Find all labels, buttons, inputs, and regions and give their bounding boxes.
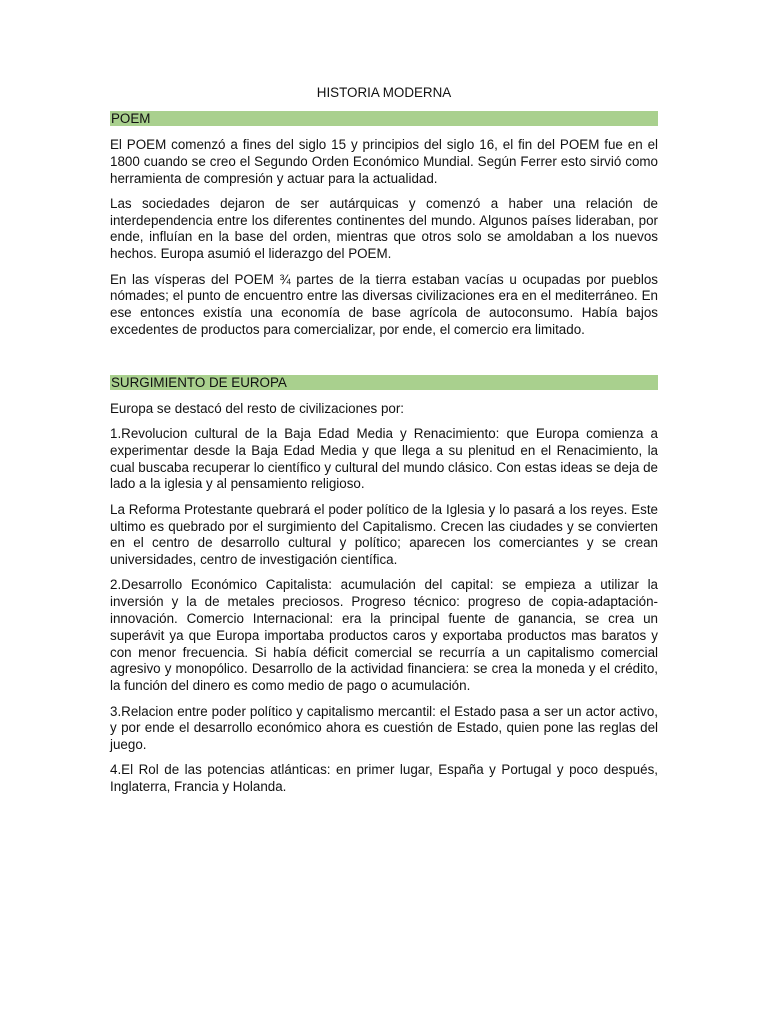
paragraph: La Reforma Protestante quebrará el poder político de la Iglesia y lo pasará a los reyes. Este ultimo es quebrado por el surgimiento del Capitalismo. Crecen las ciudades y se convierten en el centro de desarrollo cultural y político; aparecen los comerciantes y se crean universidades, centro de investigación científica. bbox=[110, 501, 658, 568]
paragraph: 4.El Rol de las potencias atlánticas: en primer lugar, España y Portugal y poco después, Inglaterra, Francia y Holanda. bbox=[110, 762, 658, 795]
section-spacer bbox=[110, 339, 658, 375]
section-surgimiento-de-europa bbox=[110, 375, 658, 796]
section-heading-poem: POEM bbox=[110, 111, 658, 126]
section-heading-surgimiento: SURGIMIENTO DE EUROPA bbox=[110, 375, 658, 390]
paragraph: Europa se destacó del resto de civilizaciones por: bbox=[110, 400, 405, 416]
document-title: HISTORIA MODERNA bbox=[316, 85, 452, 100]
paragraph: Las sociedades dejaron de ser autárquicas y comenzó a haber una relación de interdependencia entre los diferentes continentes del mundo. Algunos países lideraban, por ende, influían en la base del orden, mientras que otros solo se amoldaban a los nuevos hechos. Europa asumió el liderazgo del POEM. bbox=[110, 195, 658, 262]
paragraph: 2.Desarrollo Económico Capitalista: acumulación del capital: se empieza a utilizar la inversión y la de metales preciosos. Progreso técnico: progreso de copia-adaptación-innovación. Comercio Internacional: era la principal fuente de ganancia, se crea un superávit ya que Europa importaba productos caros y exportaba productos mas baratos y con menor frecuencia. Si había déficit comercial se recurría a un capitalismo comercial agresivo y monopólico. Desarrollo de la actividad financiera: se crea la moneda y el crédito, la función del dinero es como medio de pago o acumulación. bbox=[110, 577, 658, 694]
paragraph: 1.Revolucion cultural de la Baja Edad Media y Renacimiento: que Europa comienza a experimentar desde la Baja Edad Media y que llega a su plenitud en el Renacimiento, la cual buscaba recuperar lo científico y cultural del mundo clásico. Con estas ideas se deja de lado a la iglesia y al pensamiento religioso. bbox=[110, 426, 658, 492]
document-page bbox=[110, 84, 658, 796]
paragraph: El POEM comenzó a fines del siglo 15 y principios del siglo 16, el fin del POEM fue en el 1800 cuando se creo el Segundo Orden Económico Mundial. Según Ferrer esto sirvió como herramienta de compresión y actuar para la actualidad. bbox=[110, 137, 658, 186]
paragraph: En las vísperas del POEM ¾ partes de la tierra estaban vacías u ocupadas por pueblos nómades; el punto de encuentro entre las diversas civilizaciones era en el mediterráneo. En ese entonces existía una economía de base agrícola de autoconsumo. Había bajos excedentes de productos para comercializar, por ende, el comercio era limitado. bbox=[110, 271, 658, 337]
section-poem bbox=[110, 111, 658, 339]
paragraph: 3.Relacion entre poder político y capitalismo mercantil: el Estado pasa a ser un actor activo, y por ende el desarrollo económico ahora es cuestión de Estado, quien pone las reglas del juego. bbox=[110, 703, 658, 753]
